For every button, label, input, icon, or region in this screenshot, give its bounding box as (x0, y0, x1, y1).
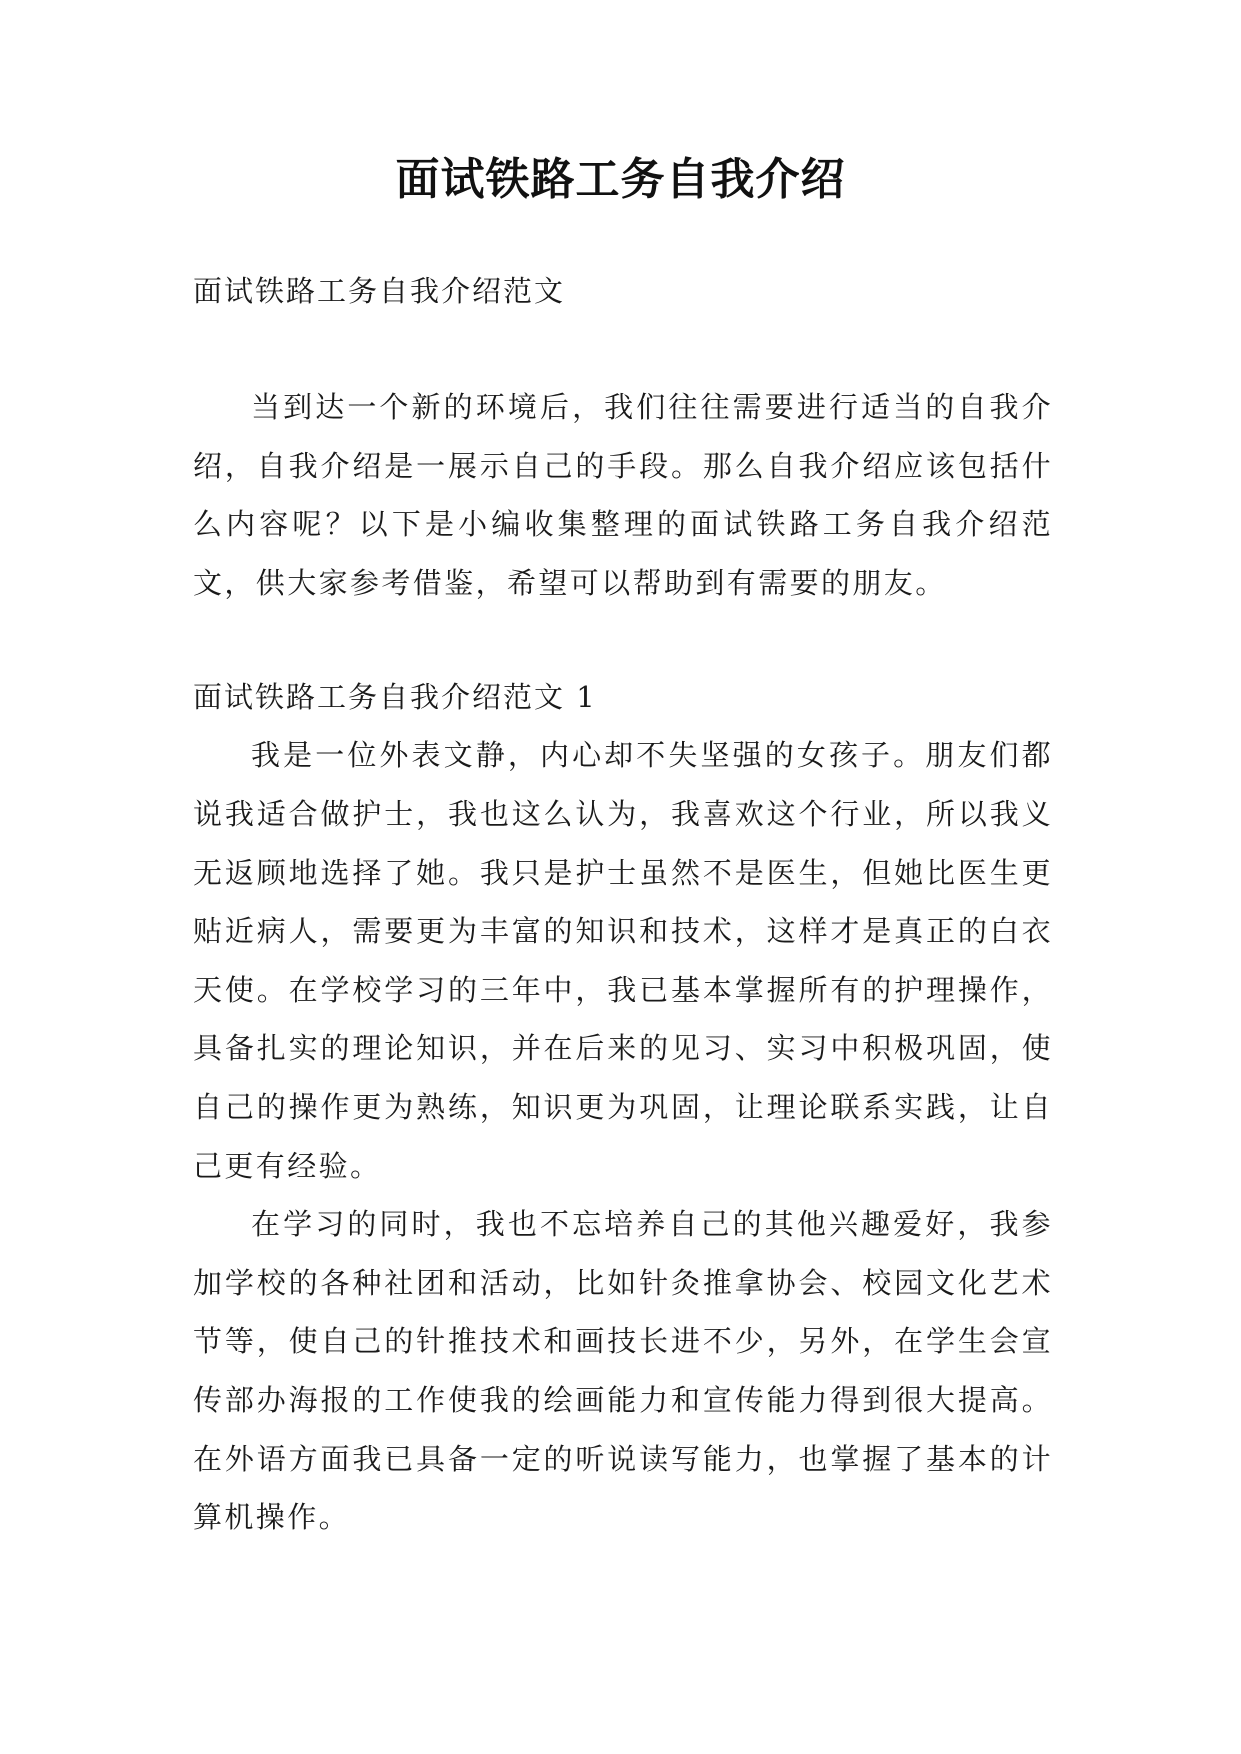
body-paragraph: 我是一位外表文静，内心却不失坚强的女孩子。朋友们都说我适合做护士，我也这么认为，我喜欢这个行业，所以我义无返顾地选择了她。我只是护士虽然不是医生，但她比医生更贴近病人，需要更为丰富的知识和技术，这样才是真正的白衣天使。在学校学习的三年中，我已基本掌握所有的护理操作，具备扎实的理论知识，并在后来的见习、实习中积极巩固，使自己的操作更为熟练，知识更为巩固，让理论联系实践，让自己更有经验。 (193, 738, 1053, 1183)
document-title: 面试铁路工务自我介绍 (395, 154, 846, 205)
spacer (193, 320, 1053, 378)
body-paragraph: 在学习的同时，我也不忘培养自己的其他兴趣爱好，我参加学校的各种社团和活动，比如针灸推拿协会、校园文化艺术节等，使自己的针推技术和画技长进不少，另外，在学生会宣传部办海报的工作使我的绘画能力和宣传能力得到很大提高。在外语方面我已具备一定的听说读写能力，也掌握了基本的计算机操作。 (193, 1207, 1053, 1535)
document-body (193, 262, 1053, 1547)
spacer (193, 612, 1053, 668)
intro-paragraph: 当到达一个新的环境后，我们往往需要进行适当的自我介绍，自我介绍是一展示自己的手段。那么自我介绍应该包括什么内容呢？以下是小编收集整理的面试铁路工务自我介绍范文，供大家参考借鉴，希望可以帮助到有需要的朋友。 (193, 390, 1053, 600)
document-subtitle: 面试铁路工务自我介绍范文 (193, 274, 566, 308)
section-heading: 面试铁路工务自我介绍范文 1 (193, 680, 597, 715)
